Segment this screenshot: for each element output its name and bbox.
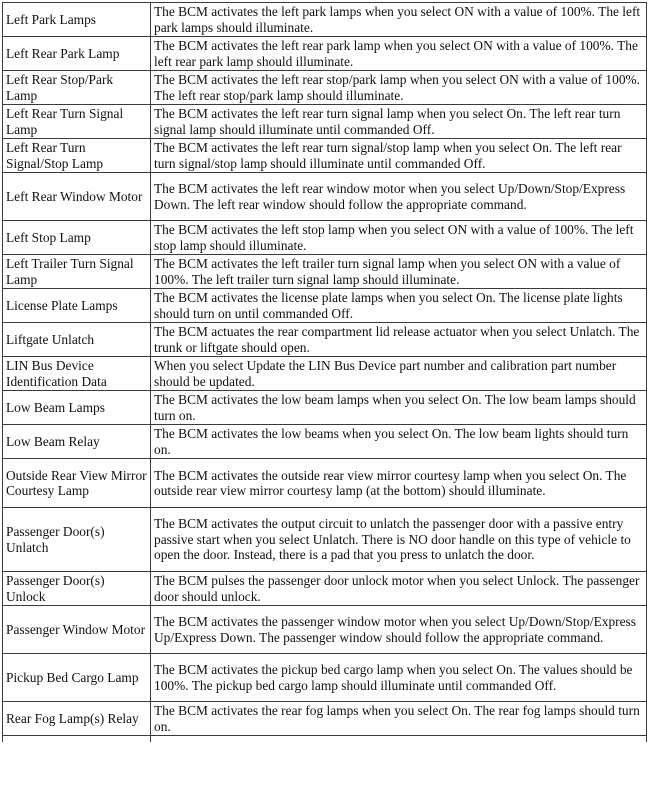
table-row: [3, 105, 647, 139]
empty-cell: [151, 736, 647, 743]
function-description-cell: The BCM activates the left rear window motor when you select Up/Down/Stop/Express Down. The left rear window should follow the appropriate command.: [151, 173, 647, 221]
function-name-cell: Left Trailer Turn Signal Lamp: [3, 255, 151, 289]
table-row: [3, 508, 647, 572]
table-row: [3, 654, 647, 702]
function-description-cell: When you select Update the LIN Bus Device part number and calibration part number should be updated.: [151, 357, 647, 391]
table-row: [3, 71, 647, 105]
function-description-cell: The BCM activates the left rear turn signal lamp when you select On. The left rear turn signal lamp should illuminate until commanded Off.: [151, 105, 647, 139]
function-description-cell: The BCM activates the low beams when you select On. The low beam lights should turn on.: [151, 425, 647, 459]
function-name-cell: Passenger Door(s) Unlatch: [3, 508, 151, 572]
table-row-partial: [3, 736, 647, 743]
table-row: [3, 173, 647, 221]
function-description-cell: The BCM activates the low beam lamps when you select On. The low beam lamps should turn on.: [151, 391, 647, 425]
function-name-cell: Low Beam Relay: [3, 425, 151, 459]
table-row: [3, 139, 647, 173]
function-description-cell: The BCM activates the pickup bed cargo lamp when you select On. The values should be 100%. The pickup bed cargo lamp should illuminate until commanded Off.: [151, 654, 647, 702]
empty-cell: [3, 736, 151, 743]
function-name-cell: License Plate Lamps: [3, 289, 151, 323]
function-name-cell: Rear Fog Lamp(s) Relay: [3, 702, 151, 736]
function-name-cell: Passenger Window Motor: [3, 606, 151, 654]
function-description-cell: The BCM activates the rear fog lamps when you select On. The rear fog lamps should turn on.: [151, 702, 647, 736]
function-description-cell: The BCM activates the left rear turn signal/stop lamp when you select On. The left rear turn signal/stop lamp should illuminate until commanded Off.: [151, 139, 647, 173]
table-row: [3, 459, 647, 508]
function-description-cell: The BCM activates the left rear park lamp when you select ON with a value of 100%. The left rear park lamp should illuminate.: [151, 37, 647, 71]
table-row: [3, 702, 647, 736]
table-row: [3, 606, 647, 654]
table-row: [3, 323, 647, 357]
function-description-cell: The BCM activates the left rear stop/park lamp when you select ON with a value of 100%. The left rear stop/park lamp should illuminate.: [151, 71, 647, 105]
control-functions-table: [2, 2, 647, 742]
table-row: [3, 425, 647, 459]
table-row: [3, 255, 647, 289]
function-name-cell: Passenger Door(s) Unlock: [3, 572, 151, 606]
function-name-cell: LIN Bus Device Identification Data: [3, 357, 151, 391]
function-description-cell: The BCM activates the license plate lamps when you select On. The license plate lights should turn on until commanded Off.: [151, 289, 647, 323]
function-name-cell: Left Stop Lamp: [3, 221, 151, 255]
function-name-cell: Left Rear Turn Signal/Stop Lamp: [3, 139, 151, 173]
function-description-cell: The BCM actuates the rear compartment lid release actuator when you select Unlatch. The trunk or liftgate should open.: [151, 323, 647, 357]
table-row: [3, 37, 647, 71]
function-name-cell: Left Rear Stop/Park Lamp: [3, 71, 151, 105]
table-body: [3, 3, 647, 743]
function-description-cell: The BCM activates the outside rear view mirror courtesy lamp when you select On. The outside rear view mirror courtesy lamp (at the bottom) should illuminate.: [151, 459, 647, 508]
function-name-cell: Outside Rear View Mirror Courtesy Lamp: [3, 459, 151, 508]
table-row: [3, 221, 647, 255]
function-description-cell: The BCM activates the left stop lamp when you select ON with a value of 100%. The left stop lamp should illuminate.: [151, 221, 647, 255]
function-description-cell: The BCM activates the passenger window motor when you select Up/Down/Stop/Express Up/Express Down. The passenger window should follow the appropriate command.: [151, 606, 647, 654]
function-description-cell: The BCM activates the left trailer turn signal lamp when you select ON with a value of 100%. The left trailer turn signal lamp should illuminate.: [151, 255, 647, 289]
function-name-cell: Left Park Lamps: [3, 3, 151, 37]
table-row: [3, 572, 647, 606]
function-description-cell: The BCM activates the output circuit to unlatch the passenger door with a passive entry passive start when you select Unlatch. There is NO door handle on this type of vehicle to open the door. Instead, there is a pad that you press to unlatch the door.: [151, 508, 647, 572]
function-name-cell: Low Beam Lamps: [3, 391, 151, 425]
function-name-cell: Pickup Bed Cargo Lamp: [3, 654, 151, 702]
table-row: [3, 391, 647, 425]
function-name-cell: Left Rear Turn Signal Lamp: [3, 105, 151, 139]
function-description-cell: The BCM pulses the passenger door unlock motor when you select Unlock. The passenger door should unlock.: [151, 572, 647, 606]
function-description-cell: The BCM activates the left park lamps when you select ON with a value of 100%. The left park lamps should illuminate.: [151, 3, 647, 37]
table-row: [3, 357, 647, 391]
table-row: [3, 3, 647, 37]
table-row: [3, 289, 647, 323]
function-name-cell: Liftgate Unlatch: [3, 323, 151, 357]
function-name-cell: Left Rear Park Lamp: [3, 37, 151, 71]
function-name-cell: Left Rear Window Motor: [3, 173, 151, 221]
